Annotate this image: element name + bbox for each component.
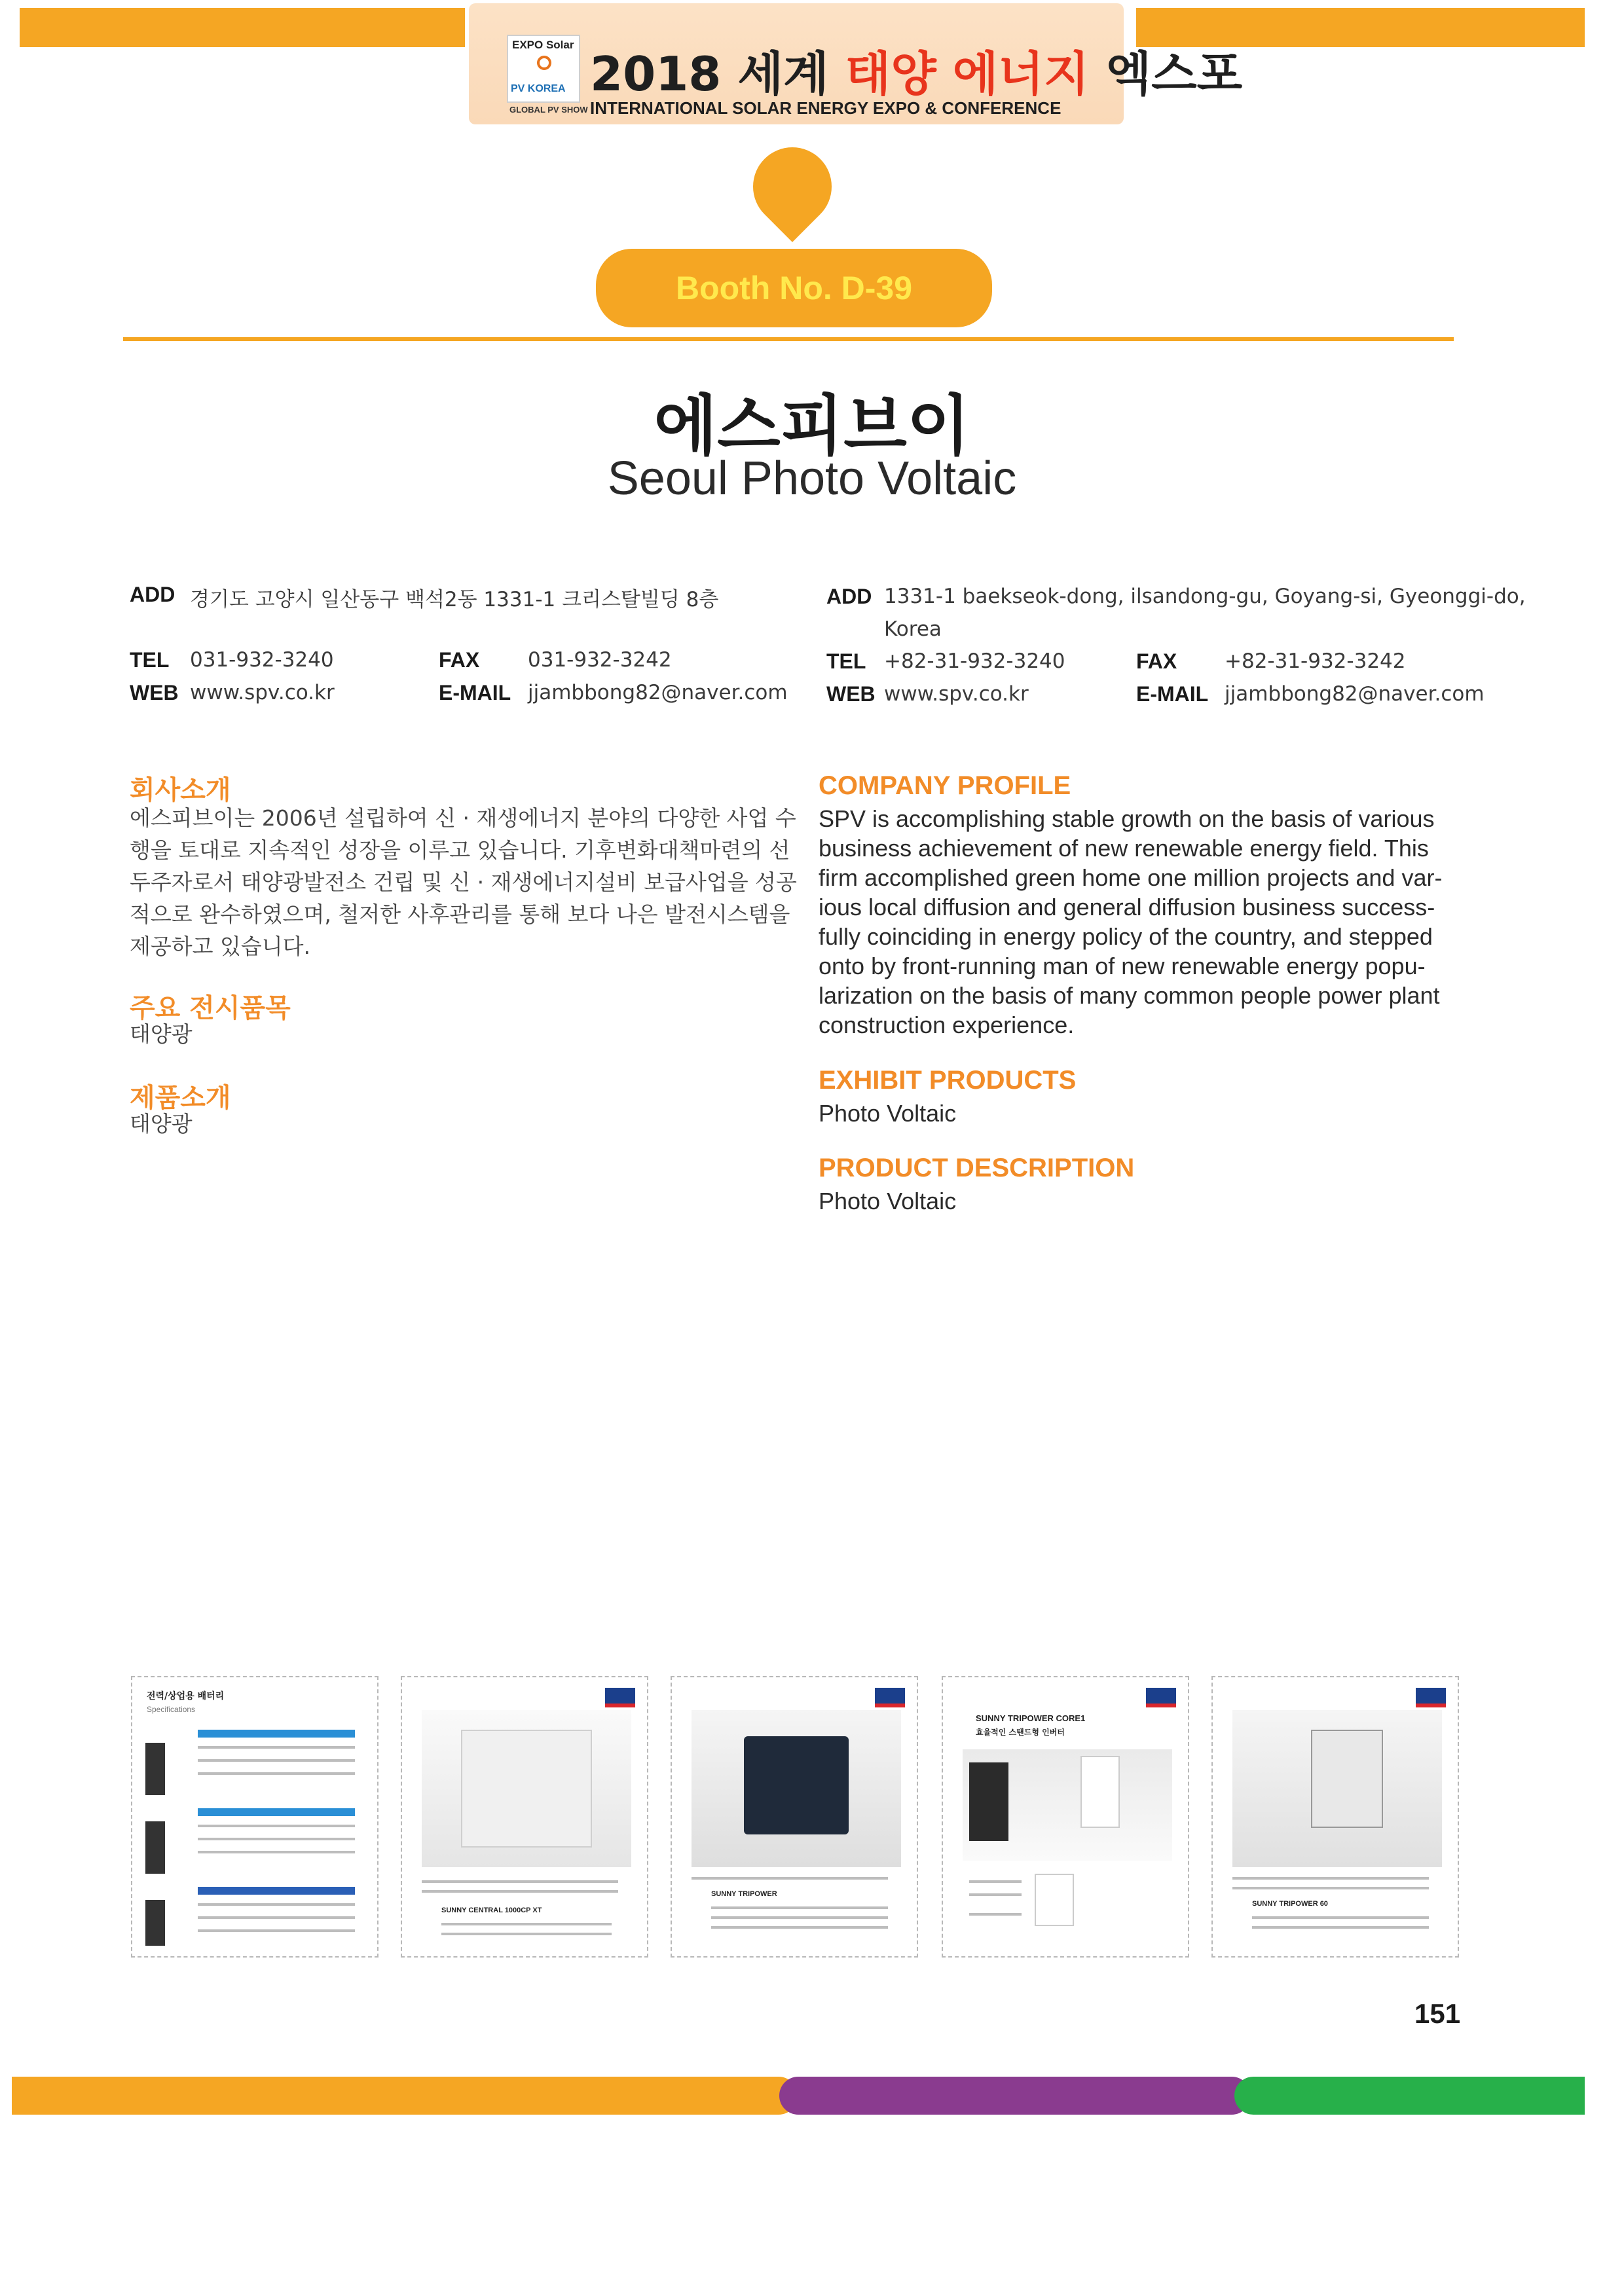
en-email[interactable]: jjambbong82@naver.com <box>1225 682 1485 706</box>
en-tel: +82-31-932-3240 <box>884 649 1065 673</box>
en-exhibit-text: Photo Voltaic <box>819 1100 957 1127</box>
en-profile-body: SPV is accomplishing stable growth on the basis of various business achievement of new renewable energy field. This firm accomplished green home one million projects and var- ious local diffusion and general diffusion business success- fully coinciding in energy policy of the country, and stepped onto by front-running man of new renewable energy popu- larization on the basis of many common people power plant construction experience. <box>819 805 1443 1038</box>
en-add-label: ADD <box>826 585 872 608</box>
kr-fax-label: FAX <box>439 648 480 672</box>
product-photo <box>422 1710 631 1867</box>
product-photo <box>1232 1710 1442 1867</box>
thumb-subtitle: 효율적인 스탠드형 인버터 <box>976 1728 1065 1737</box>
kr-web-label: WEB <box>130 681 179 704</box>
product-thumbnail-tripower-core1 <box>942 1676 1189 1958</box>
kr-email[interactable]: jjambbong82@naver.com <box>528 681 788 704</box>
thumb-title: SUNNY TRIPOWER CORE1 <box>976 1713 1086 1723</box>
expo-header <box>469 3 1243 124</box>
en-product-heading: PRODUCT DESCRIPTION <box>819 1154 1135 1182</box>
en-exhibit-heading: EXHIBIT PRODUCTS <box>819 1066 1077 1095</box>
footer-orange-bar <box>12 2077 798 2115</box>
sma-logo <box>1146 1688 1176 1704</box>
footer-green-bar <box>1234 2077 1585 2115</box>
product-thumbnail-tripower <box>671 1676 918 1958</box>
footer-purple-bar <box>779 2077 1251 2115</box>
en-fax-label: FAX <box>1136 649 1177 673</box>
logo-bottom-text: PV KOREA <box>511 83 566 94</box>
en-profile-heading: COMPANY PROFILE <box>819 771 1071 800</box>
logo-top-text: EXPO Solar <box>512 39 574 51</box>
spec-table-header <box>198 1808 355 1816</box>
product-photo <box>963 1749 1172 1861</box>
location-pin-icon <box>737 131 848 242</box>
en-address-line2: Korea <box>884 617 942 641</box>
battery-rack-image <box>145 1821 165 1874</box>
page-number: 151 <box>1414 1998 1461 2029</box>
thumb-title: 전력/상업용 배터리 <box>147 1691 225 1702</box>
en-address-line1: 1331-1 baekseok-dong, ilsandong-gu, Goyang-si, Gyeonggi-do, <box>884 585 1526 608</box>
booth-number: Booth No. D-39 <box>596 249 992 327</box>
thumb-caption: SUNNY TRIPOWER <box>711 1890 777 1898</box>
thumb-caption: SUNNY TRIPOWER 60 <box>1252 1900 1328 1908</box>
thumb-subtitle: Specifications <box>147 1705 196 1714</box>
battery-rack-image <box>145 1743 165 1795</box>
kr-add-label: ADD <box>130 583 175 606</box>
top-left-bar <box>20 8 465 47</box>
en-product-text: Photo Voltaic <box>819 1188 957 1214</box>
thumb-caption: SUNNY CENTRAL 1000CP XT <box>441 1906 542 1914</box>
kr-profile-heading: 회사소개 <box>130 775 231 805</box>
spec-table-header <box>198 1887 355 1895</box>
kr-product-text: 태양광 <box>130 1111 193 1137</box>
expo-logo <box>507 35 580 103</box>
sma-logo <box>605 1688 635 1704</box>
sma-logo <box>1416 1688 1446 1704</box>
product-photo <box>692 1710 901 1867</box>
product-photo <box>1035 1874 1074 1926</box>
product-thumbnail-central-inverter <box>401 1676 648 1958</box>
en-fax: +82-31-932-3242 <box>1225 649 1406 673</box>
en-email-label: E-MAIL <box>1136 682 1209 706</box>
kr-web[interactable]: www.spv.co.kr <box>190 681 335 704</box>
kr-product-heading: 제품소개 <box>130 1083 231 1113</box>
kr-tel-label: TEL <box>130 648 170 672</box>
battery-rack-image <box>145 1900 165 1946</box>
en-web[interactable]: www.spv.co.kr <box>884 682 1029 706</box>
kr-tel: 031-932-3240 <box>190 648 334 672</box>
sun-icon <box>537 56 551 70</box>
company-name-english: Seoul Photo Voltaic <box>607 452 1017 505</box>
kr-address: 경기도 고양시 일산동구 백석2동 1331-1 크리스탈빌딩 8층 <box>190 588 719 611</box>
logo-caption: GLOBAL PV SHOW <box>509 105 588 115</box>
sma-logo <box>875 1688 905 1704</box>
expo-title: 2018 세계 태양 에너지 엑스포 <box>590 46 1243 101</box>
product-thumbnail-battery-specs <box>131 1676 378 1958</box>
divider <box>123 337 1454 341</box>
kr-exhibit-text: 태양광 <box>130 1021 193 1047</box>
en-tel-label: TEL <box>826 649 866 673</box>
kr-email-label: E-MAIL <box>439 681 511 704</box>
spec-table-header <box>198 1730 355 1738</box>
kr-fax: 031-932-3242 <box>528 648 672 672</box>
kr-profile-body: 에스피브이는 2006년 설립하여 신 · 재생에너지 분야의 다양한 사업 수 행을 토대로 지속적인 성장을 이루고 있습니다. 기후변화대책마련의 선 두주자로서 태양광발전소 건립 및 신 · 재생에너지설비 보급사업을 성공 적으로 완수하였으며, 철저한 사후관리를 통해 보다 나은 발전시스템을 제공하고 있습니다. <box>130 805 797 959</box>
expo-subtitle: INTERNATIONAL SOLAR ENERGY EXPO & CONFERENCE <box>590 98 1061 118</box>
product-thumbnail-tripower-60 <box>1211 1676 1459 1958</box>
kr-exhibit-heading: 주요 전시품목 <box>130 993 291 1023</box>
company-name-korean: 에스피브이 <box>654 388 970 464</box>
en-web-label: WEB <box>826 682 876 706</box>
